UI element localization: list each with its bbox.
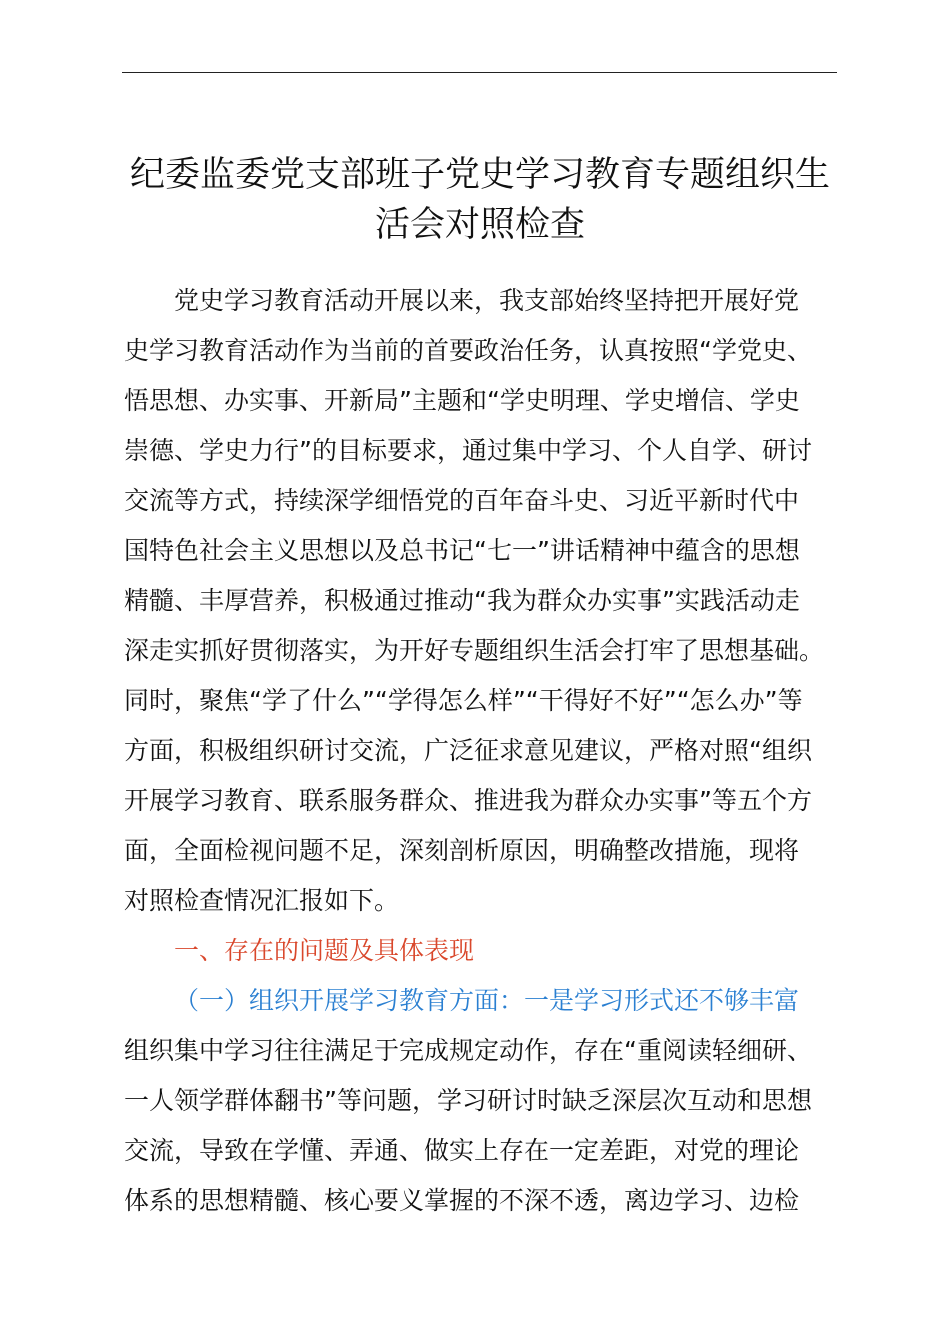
paragraph-line: 体系的思想精髓、核心要义掌握的不深不透，离边学习、边检 [124, 1186, 800, 1215]
document-body [124, 276, 838, 1226]
paragraph-line: 深走实抓好贯彻落实，为开好专题组织生活会打牢了思想基础。 [124, 636, 825, 665]
paragraph-line: 开展学习教育、联系服务群众、推进我为群众办实事”等五个方 [124, 786, 812, 815]
paragraph-line: 面，全面检视问题不足，深刻剖析原因，明确整改措施，现将 [124, 836, 800, 865]
paragraph-line: 党史学习教育活动开展以来，我支部始终坚持把开展好党 [174, 286, 800, 315]
paragraph-line: 国特色社会主义思想以及总书记“七一”讲话精神中蕴含的思想 [124, 536, 800, 565]
title-line: 纪委监委党支部班子党史学习教育专题组织生 [129, 155, 830, 195]
paragraph-line: 精髓、丰厚营养，积极通过推动“我为群众办实事”实践活动走 [124, 586, 800, 615]
paragraph-line: 交流，导致在学懂、弄通、做实上存在一定差距，对党的理论 [124, 1136, 800, 1165]
paragraph-line: 同时，聚焦“学了什么”“学得怎么样”“干得好不好”“怎么办”等 [124, 686, 803, 715]
paragraph-line: 崇德、学史力行”的目标要求，通过集中学习、个人自学、研讨 [124, 436, 812, 465]
paragraph-line: 交流等方式，持续深学细悟党的百年奋斗史、习近平新时代中 [124, 486, 800, 515]
paragraph-line: 一人领学群体翻书”等问题，学习研讨时缺乏深层次互动和思想 [124, 1086, 812, 1115]
paragraph-line: 方面，积极组织研讨交流，广泛征求意见建议，严格对照“组织 [124, 736, 812, 765]
section-heading: 一、存在的问题及具体表现 [174, 936, 475, 965]
document-title [110, 150, 850, 250]
paragraph-line: 组织集中学习往往满足于完成规定动作，存在“重阅读轻细研、 [124, 1036, 812, 1065]
paragraph-line: 对照检查情况汇报如下。 [124, 886, 400, 915]
paragraph-line: 史学习教育活动作为当前的首要政治任务，认真按照“学党史、 [124, 336, 812, 365]
subsection-heading: （一）组织开展学习教育方面：一是学习形式还不够丰富 [174, 986, 800, 1015]
header-rule [122, 72, 837, 73]
title-line: 活会对照检查 [374, 205, 585, 245]
paragraph-line: 悟思想、办实事、开新局”主题和“学史明理、学史增信、学史 [124, 386, 800, 415]
